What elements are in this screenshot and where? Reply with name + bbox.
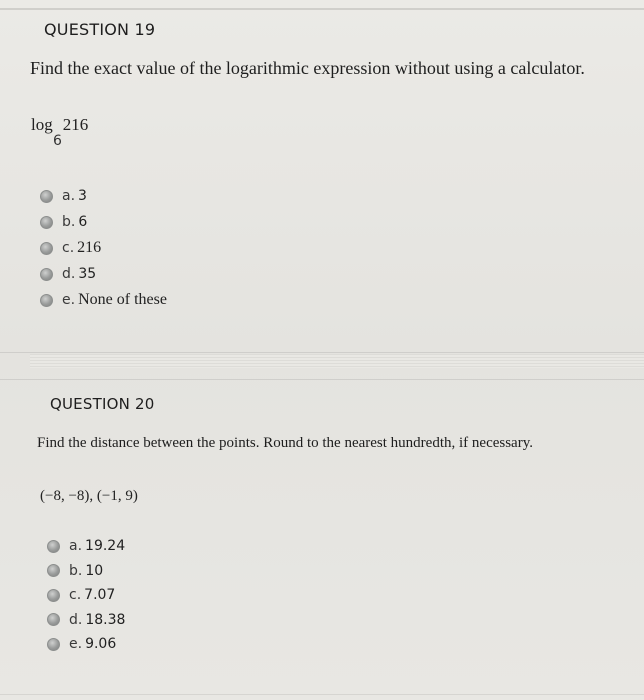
question-19-option-d[interactable]: d. 35 xyxy=(40,261,167,287)
question-19-prompt: Find the exact value of the logarithmic expression without using a calculator. xyxy=(30,58,585,78)
log-function: log xyxy=(31,115,53,134)
question-20-options xyxy=(47,534,125,657)
radio-button[interactable] xyxy=(40,294,53,307)
question-19-option-a[interactable]: a. 3 xyxy=(40,183,167,209)
log-base: 6 xyxy=(53,133,62,149)
radio-button[interactable] xyxy=(40,216,53,229)
question-19-heading: QUESTION 19 xyxy=(44,20,156,39)
radio-button[interactable] xyxy=(47,564,60,577)
section-divider-line xyxy=(0,352,644,353)
question-20-prompt: Find the distance between the points. Round to the nearest hundredth, if necessary. xyxy=(37,435,533,451)
radio-button[interactable] xyxy=(40,242,53,255)
question-20-heading: QUESTION 20 xyxy=(50,395,155,413)
question-20-option-a[interactable]: a. 19.24 xyxy=(47,534,125,559)
question-19-option-c[interactable]: c. 216 xyxy=(40,235,167,261)
question-20-option-c[interactable]: c. 7.07 xyxy=(47,583,125,608)
question-19-option-b[interactable]: b. 6 xyxy=(40,209,167,235)
question-20-option-d[interactable]: d. 18.38 xyxy=(47,608,125,633)
top-divider xyxy=(0,8,644,10)
radio-button[interactable] xyxy=(40,190,53,203)
bottom-divider xyxy=(0,694,644,695)
radio-button[interactable] xyxy=(47,540,60,553)
question-20-points: (−8, −8), (−1, 9) xyxy=(40,488,138,504)
section-divider xyxy=(30,354,644,368)
question-19-options xyxy=(40,183,167,313)
section-divider-line xyxy=(0,379,644,380)
radio-button[interactable] xyxy=(47,613,60,626)
question-19-option-e[interactable]: e. None of these xyxy=(40,287,167,313)
log-argument: 216 xyxy=(62,115,89,134)
question-19-expression xyxy=(31,115,89,149)
radio-button[interactable] xyxy=(47,638,60,651)
radio-button[interactable] xyxy=(40,268,53,281)
radio-button[interactable] xyxy=(47,589,60,602)
question-20-option-b[interactable]: b. 10 xyxy=(47,559,125,584)
question-20-option-e[interactable]: e. 9.06 xyxy=(47,632,125,657)
